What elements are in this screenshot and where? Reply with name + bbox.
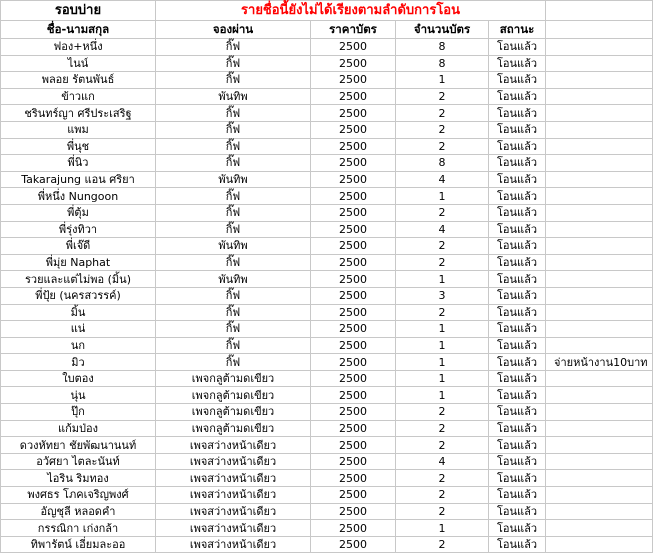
- cell-booked-via: กิ๊ฟ: [156, 121, 311, 138]
- cell-price: 2500: [311, 370, 396, 387]
- cell-note: [546, 88, 653, 105]
- table-row: [1, 387, 653, 404]
- cell-price: 2500: [311, 39, 396, 56]
- cell-quantity: 2: [396, 238, 489, 255]
- cell-name: นก: [1, 337, 156, 354]
- table-row: [1, 354, 653, 371]
- cell-note: [546, 55, 653, 72]
- cell-status: โอนแล้ว: [489, 188, 546, 205]
- cell-status: โอนแล้ว: [489, 287, 546, 304]
- cell-price: 2500: [311, 337, 396, 354]
- table-row: [1, 503, 653, 520]
- cell-booked-via: เพจสว่างหน้าเดียว: [156, 536, 311, 553]
- cell-price: 2500: [311, 271, 396, 288]
- cell-status: โอนแล้ว: [489, 437, 546, 454]
- cell-price: 2500: [311, 155, 396, 172]
- table-row: [1, 321, 653, 338]
- cell-quantity: 2: [396, 304, 489, 321]
- table-row: [1, 55, 653, 72]
- cell-status: โอนแล้ว: [489, 470, 546, 487]
- cell-name: อัญชุลี หลอดคำ: [1, 503, 156, 520]
- cell-quantity: 4: [396, 221, 489, 238]
- cell-price: 2500: [311, 420, 396, 437]
- cell-note: [546, 404, 653, 421]
- cell-price: 2500: [311, 470, 396, 487]
- cell-status: โอนแล้ว: [489, 520, 546, 537]
- cell-note: [546, 387, 653, 404]
- cell-booked-via: พันทิพ: [156, 271, 311, 288]
- cell-quantity: 2: [396, 487, 489, 504]
- cell-status: โอนแล้ว: [489, 487, 546, 504]
- cell-note: [546, 171, 653, 188]
- table-row: [1, 453, 653, 470]
- cell-booked-via: กิ๊ฟ: [156, 105, 311, 122]
- table-row: [1, 121, 653, 138]
- order-note-title: รายชื่อนี้ยังไม่ได้เรียงตามลำดับการโอน: [156, 1, 546, 21]
- cell-note: [546, 72, 653, 89]
- cell-name: พงศธร โภคเจริญพงศ์: [1, 487, 156, 504]
- cell-quantity: 1: [396, 520, 489, 537]
- cell-status: โอนแล้ว: [489, 254, 546, 271]
- cell-note: [546, 204, 653, 221]
- cell-booked-via: กิ๊ฟ: [156, 155, 311, 172]
- cell-name: พลอย รัตนพันธ์: [1, 72, 156, 89]
- cell-quantity: 1: [396, 72, 489, 89]
- table-row: [1, 188, 653, 205]
- empty-cell: [546, 1, 653, 21]
- cell-note: [546, 520, 653, 537]
- cell-status: โอนแล้ว: [489, 204, 546, 221]
- cell-note: [546, 487, 653, 504]
- cell-name: ชรินทร์ญา ศรีประเสริฐ: [1, 105, 156, 122]
- cell-status: โอนแล้ว: [489, 155, 546, 172]
- cell-quantity: 4: [396, 453, 489, 470]
- cell-quantity: 2: [396, 470, 489, 487]
- header-quantity: จำนวนบัตร: [396, 21, 489, 39]
- table-row: [1, 470, 653, 487]
- cell-booked-via: เพจกลูต้ามดเขียว: [156, 370, 311, 387]
- cell-status: โอนแล้ว: [489, 121, 546, 138]
- cell-note: [546, 271, 653, 288]
- cell-booked-via: เพจกลูต้ามดเขียว: [156, 404, 311, 421]
- cell-quantity: 2: [396, 138, 489, 155]
- cell-price: 2500: [311, 105, 396, 122]
- cell-price: 2500: [311, 88, 396, 105]
- table-row: [1, 88, 653, 105]
- cell-booked-via: เพจสว่างหน้าเดียว: [156, 503, 311, 520]
- cell-status: โอนแล้ว: [489, 221, 546, 238]
- cell-price: 2500: [311, 404, 396, 421]
- round-title: รอบบ่าย: [1, 1, 156, 21]
- cell-quantity: 1: [396, 188, 489, 205]
- cell-status: โอนแล้ว: [489, 321, 546, 338]
- cell-booked-via: กิ๊ฟ: [156, 287, 311, 304]
- cell-quantity: 1: [396, 321, 489, 338]
- cell-quantity: 1: [396, 271, 489, 288]
- cell-booked-via: เพจกลูต้ามดเขียว: [156, 387, 311, 404]
- cell-name: พี่เจ๊ดี: [1, 238, 156, 255]
- table-row: [1, 487, 653, 504]
- cell-price: 2500: [311, 72, 396, 89]
- cell-name: ใบตอง: [1, 370, 156, 387]
- cell-booked-via: กิ๊ฟ: [156, 72, 311, 89]
- cell-price: 2500: [311, 55, 396, 72]
- cell-status: โอนแล้ว: [489, 453, 546, 470]
- cell-price: 2500: [311, 287, 396, 304]
- cell-booked-via: เพจสว่างหน้าเดียว: [156, 487, 311, 504]
- header-status: สถานะ: [489, 21, 546, 39]
- cell-name: ข้าวแก: [1, 88, 156, 105]
- cell-note: [546, 536, 653, 553]
- cell-quantity: 1: [396, 354, 489, 371]
- cell-quantity: 2: [396, 105, 489, 122]
- cell-price: 2500: [311, 487, 396, 504]
- cell-note: [546, 238, 653, 255]
- header-booked-via: จองผ่าน: [156, 21, 311, 39]
- cell-name: ไอริน ริมทอง: [1, 470, 156, 487]
- cell-name: แก้มป่อง: [1, 420, 156, 437]
- cell-quantity: 2: [396, 420, 489, 437]
- cell-status: โอนแล้ว: [489, 354, 546, 371]
- cell-booked-via: กิ๊ฟ: [156, 55, 311, 72]
- cell-booked-via: กิ๊ฟ: [156, 188, 311, 205]
- cell-note: [546, 453, 653, 470]
- cell-note: [546, 121, 653, 138]
- cell-status: โอนแล้ว: [489, 271, 546, 288]
- cell-name: ไนน์: [1, 55, 156, 72]
- cell-quantity: 2: [396, 503, 489, 520]
- cell-quantity: 2: [396, 254, 489, 271]
- header-price: ราคาบัตร: [311, 21, 396, 39]
- cell-note: [546, 39, 653, 56]
- cell-quantity: 2: [396, 204, 489, 221]
- cell-status: โอนแล้ว: [489, 88, 546, 105]
- cell-name: อวัศยา ไตละนันท์: [1, 453, 156, 470]
- cell-quantity: 2: [396, 536, 489, 553]
- cell-price: 2500: [311, 437, 396, 454]
- table-row: [1, 254, 653, 271]
- cell-quantity: 2: [396, 121, 489, 138]
- cell-name: พี่รุ่งทิวา: [1, 221, 156, 238]
- table-row: [1, 536, 653, 553]
- cell-booked-via: กิ๊ฟ: [156, 254, 311, 271]
- cell-note: [546, 155, 653, 172]
- cell-quantity: 2: [396, 404, 489, 421]
- cell-price: 2500: [311, 503, 396, 520]
- cell-status: โอนแล้ว: [489, 304, 546, 321]
- cell-price: 2500: [311, 221, 396, 238]
- cell-booked-via: พันทิพ: [156, 238, 311, 255]
- cell-quantity: 2: [396, 437, 489, 454]
- cell-name: นุ่น: [1, 387, 156, 404]
- cell-status: โอนแล้ว: [489, 337, 546, 354]
- cell-price: 2500: [311, 121, 396, 138]
- table-row: [1, 171, 653, 188]
- cell-booked-via: กิ๊ฟ: [156, 354, 311, 371]
- cell-note: [546, 304, 653, 321]
- cell-note: [546, 503, 653, 520]
- header-row: [1, 21, 653, 39]
- cell-name: Takarajung แอน ศริยา: [1, 171, 156, 188]
- table-row: [1, 420, 653, 437]
- cell-name: พี่นิว: [1, 155, 156, 172]
- cell-note: [546, 321, 653, 338]
- cell-booked-via: กิ๊ฟ: [156, 321, 311, 338]
- cell-quantity: 8: [396, 39, 489, 56]
- cell-price: 2500: [311, 536, 396, 553]
- cell-name: ฟอง+หนึ่ง: [1, 39, 156, 56]
- cell-status: โอนแล้ว: [489, 370, 546, 387]
- table-row: [1, 204, 653, 221]
- table-row: [1, 337, 653, 354]
- table-row: [1, 155, 653, 172]
- table-row: [1, 39, 653, 56]
- cell-note: [546, 105, 653, 122]
- cell-name: มิ้น: [1, 304, 156, 321]
- table-row: [1, 404, 653, 421]
- empty-cell: [546, 21, 653, 39]
- cell-name: แพม: [1, 121, 156, 138]
- cell-name: แน่: [1, 321, 156, 338]
- cell-status: โอนแล้ว: [489, 238, 546, 255]
- cell-note: [546, 221, 653, 238]
- cell-status: โอนแล้ว: [489, 55, 546, 72]
- cell-name: พี่ตุ้ม: [1, 204, 156, 221]
- cell-note: [546, 254, 653, 271]
- cell-name: พี่ปุ้ย (นครสวรรค์): [1, 287, 156, 304]
- cell-status: โอนแล้ว: [489, 72, 546, 89]
- cell-status: โอนแล้ว: [489, 138, 546, 155]
- cell-note: [546, 370, 653, 387]
- cell-quantity: 1: [396, 337, 489, 354]
- cell-booked-via: เพจสว่างหน้าเดียว: [156, 520, 311, 537]
- cell-price: 2500: [311, 387, 396, 404]
- cell-name: กรรณิกา เก่งกล้า: [1, 520, 156, 537]
- cell-booked-via: พันทิพ: [156, 88, 311, 105]
- cell-status: โอนแล้ว: [489, 387, 546, 404]
- cell-price: 2500: [311, 238, 396, 255]
- cell-quantity: 4: [396, 171, 489, 188]
- table-row: [1, 304, 653, 321]
- cell-price: 2500: [311, 254, 396, 271]
- header-name: ชื่อ-นามสกุล: [1, 21, 156, 39]
- cell-status: โอนแล้ว: [489, 39, 546, 56]
- cell-note: [546, 470, 653, 487]
- cell-note: [546, 188, 653, 205]
- cell-booked-via: กิ๊ฟ: [156, 337, 311, 354]
- cell-name: พี่นุช: [1, 138, 156, 155]
- cell-name: มิว: [1, 354, 156, 371]
- cell-note: [546, 138, 653, 155]
- table-row: [1, 437, 653, 454]
- table-row: [1, 271, 653, 288]
- table-row: [1, 221, 653, 238]
- cell-status: โอนแล้ว: [489, 536, 546, 553]
- cell-status: โอนแล้ว: [489, 420, 546, 437]
- cell-price: 2500: [311, 138, 396, 155]
- table-row: [1, 370, 653, 387]
- cell-price: 2500: [311, 453, 396, 470]
- cell-name: ดวงหัทยา ชัยพัฒนานนท์: [1, 437, 156, 454]
- table-row: [1, 138, 653, 155]
- cell-quantity: 1: [396, 387, 489, 404]
- cell-booked-via: เพจสว่างหน้าเดียว: [156, 470, 311, 487]
- cell-price: 2500: [311, 304, 396, 321]
- cell-note: [546, 437, 653, 454]
- cell-status: โอนแล้ว: [489, 404, 546, 421]
- cell-note: จ่ายหน้างาน10บาท: [546, 354, 653, 371]
- cell-price: 2500: [311, 204, 396, 221]
- cell-price: 2500: [311, 321, 396, 338]
- cell-note: [546, 287, 653, 304]
- table-row: [1, 520, 653, 537]
- cell-price: 2500: [311, 520, 396, 537]
- title-row: [1, 1, 653, 21]
- cell-quantity: 3: [396, 287, 489, 304]
- cell-booked-via: เพจสว่างหน้าเดียว: [156, 453, 311, 470]
- cell-quantity: 1: [396, 370, 489, 387]
- table-row: [1, 105, 653, 122]
- cell-quantity: 8: [396, 155, 489, 172]
- cell-booked-via: กิ๊ฟ: [156, 138, 311, 155]
- cell-quantity: 8: [396, 55, 489, 72]
- cell-status: โอนแล้ว: [489, 105, 546, 122]
- cell-booked-via: กิ๊ฟ: [156, 304, 311, 321]
- cell-price: 2500: [311, 354, 396, 371]
- cell-name: รวยและแต่ไม่พอ (มิ้น): [1, 271, 156, 288]
- cell-booked-via: กิ๊ฟ: [156, 204, 311, 221]
- cell-status: โอนแล้ว: [489, 503, 546, 520]
- cell-price: 2500: [311, 188, 396, 205]
- cell-note: [546, 420, 653, 437]
- cell-name: ทิพารัตน์ เอี่ยมละออ: [1, 536, 156, 553]
- table-row: [1, 72, 653, 89]
- cell-name: พี่มุ่ย Naphat: [1, 254, 156, 271]
- cell-status: โอนแล้ว: [489, 171, 546, 188]
- cell-booked-via: กิ๊ฟ: [156, 39, 311, 56]
- cell-booked-via: พันทิพ: [156, 171, 311, 188]
- cell-booked-via: เพจกลูต้ามดเขียว: [156, 420, 311, 437]
- table-row: [1, 287, 653, 304]
- table-row: [1, 238, 653, 255]
- cell-quantity: 2: [396, 88, 489, 105]
- cell-note: [546, 337, 653, 354]
- cell-booked-via: เพจสว่างหน้าเดียว: [156, 437, 311, 454]
- cell-booked-via: กิ๊ฟ: [156, 221, 311, 238]
- cell-name: ปุ๊ก: [1, 404, 156, 421]
- cell-price: 2500: [311, 171, 396, 188]
- cell-name: พี่หนึ่ง Nungoon: [1, 188, 156, 205]
